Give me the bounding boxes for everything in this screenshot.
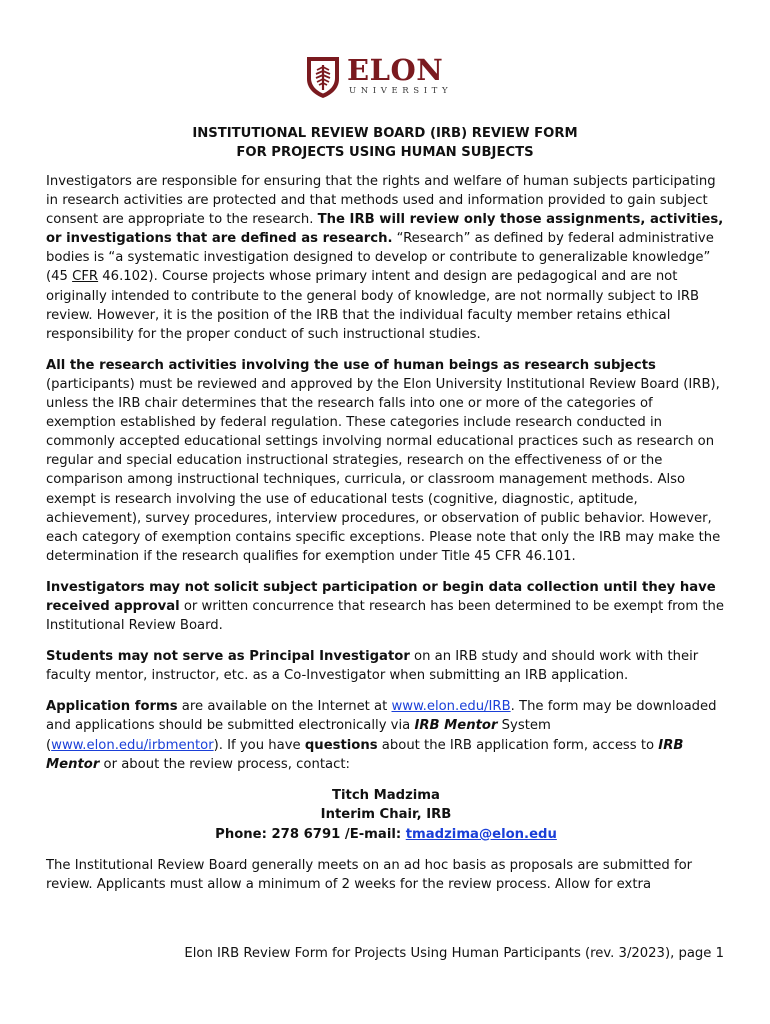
p3-text: or written concurrence that research has been determined to be exempt from the Institutional Review Board.: [46, 598, 725, 634]
irb-mentor-name-2: IRB Mentor: [46, 737, 684, 772]
contact-phone: Phone: 278 6791 /E-mail:: [215, 826, 406, 842]
contact-role: Interim Chair, IRB: [320, 807, 452, 823]
contact-name: Titch Madzima: [332, 787, 440, 803]
phoenix-crest-icon: [303, 53, 343, 99]
p3-bold: Investigators may not solicit subject participation or begin data collection until they have received approval: [46, 579, 716, 614]
paragraph-review-requirement: [46, 356, 726, 566]
p5-text-2: . The form may be downloaded and applications should be submitted electronically via: [46, 699, 717, 734]
contact-email-link[interactable]: tmadzima@elon.edu: [405, 826, 557, 842]
paragraph-application-forms: [46, 697, 726, 773]
document-title: [0, 124, 770, 162]
elon-university-logo: [303, 52, 473, 100]
paragraph-students: [46, 647, 726, 685]
p5-bold-questions: questions: [304, 737, 378, 753]
p4-bold: Students may not serve as Principal Investigator: [46, 649, 410, 665]
paragraph-responsibility: [46, 172, 726, 344]
logo-wordmark: ELON: [347, 53, 444, 88]
p5-text-4: ). If you have: [213, 737, 305, 753]
title-line-1: INSTITUTIONAL REVIEW BOARD (IRB) REVIEW FORM: [192, 126, 578, 141]
irb-mentor-link[interactable]: www.elon.edu/irbmentor: [51, 737, 214, 753]
document-body: [46, 172, 726, 906]
p1-bold: The IRB will review only those assignments, activities, or investigations that are defined as research.: [46, 212, 724, 247]
page-footer: Elon IRB Review Form for Projects Using Human Participants (rev. 3/2023), page 1: [184, 946, 724, 961]
irb-website-link[interactable]: www.elon.edu/IRB: [391, 699, 511, 715]
p5-text-1: are available on the Internet at: [177, 699, 392, 715]
title-line-2: FOR PROJECTS USING HUMAN SUBJECTS: [236, 145, 534, 160]
p2-bold: All the research activities involving the use of human beings as research subjects: [46, 357, 656, 373]
cfr-abbrev: CFR: [72, 269, 99, 285]
paragraph-meetings: The Institutional Review Board generally meets on an ad hoc basis as proposals are submitted for review. Applicants must allow a minimum of 2 weeks for the review process. Allow for extra: [46, 858, 693, 893]
irb-mentor-name: IRB Mentor: [414, 718, 498, 734]
paragraph-approval: [46, 578, 726, 635]
p5-text-3: System (: [46, 718, 551, 753]
p1-text-c: “Research” as defined by federal administrative bodies is “a systematic investigation designed to develop or contribute to generalizable knowledge” (45: [46, 231, 714, 285]
p5-text-6: or about the review process, contact:: [99, 756, 350, 772]
p5-text-5: about the IRB application form, access to: [377, 737, 659, 753]
contact-phone-email: [46, 825, 726, 845]
p4-text: on an IRB study and should work with their faculty mentor, instructor, etc. as a Co-Investigator when submitting an IRB application.: [46, 649, 699, 684]
logo-subtitle: UNIVERSITY: [349, 86, 453, 97]
p1-text-d: 46.102). Course projects whose primary intent and design are pedagogical and are not originally intended to contribute to the general body of knowledge, are not normally subject to IRB review. However, it is the position of the IRB that the individual faculty member retains ethical responsibility for the proper conduct of such instructional studies.: [46, 269, 700, 342]
p1-text-a: Investigators are responsible for ensuring that the rights and welfare of human subjects participating in research activities are protected and that methods used and information provided to gain subject consent are appropriate to the research.: [46, 174, 716, 228]
contact-block: [46, 786, 726, 845]
p2-text: (participants) must be reviewed and approved by the Elon University Institutional Review Board (IRB), unless the IRB chair determines that the research falls into one or more of the categories of exemption established by federal regulation. These categories include research conducted in commonly accepted educational settings involving normal educational practices such as research on regular and special education instructional strategies, research on the effectiveness of or the comparison among instructional techniques, curricula, or classroom management methods. Also exempt is research involving the use of educational tests (cognitive, diagnostic, aptitude, achievement), survey procedures, interview procedures, or observation of public behavior. However, each category of exemption contains specific exceptions. Please note that only the IRB may make the determination if the research qualifies for exemption under Title 45 CFR 46.101.: [46, 376, 721, 564]
p5-bold-forms: Application forms: [46, 699, 178, 715]
